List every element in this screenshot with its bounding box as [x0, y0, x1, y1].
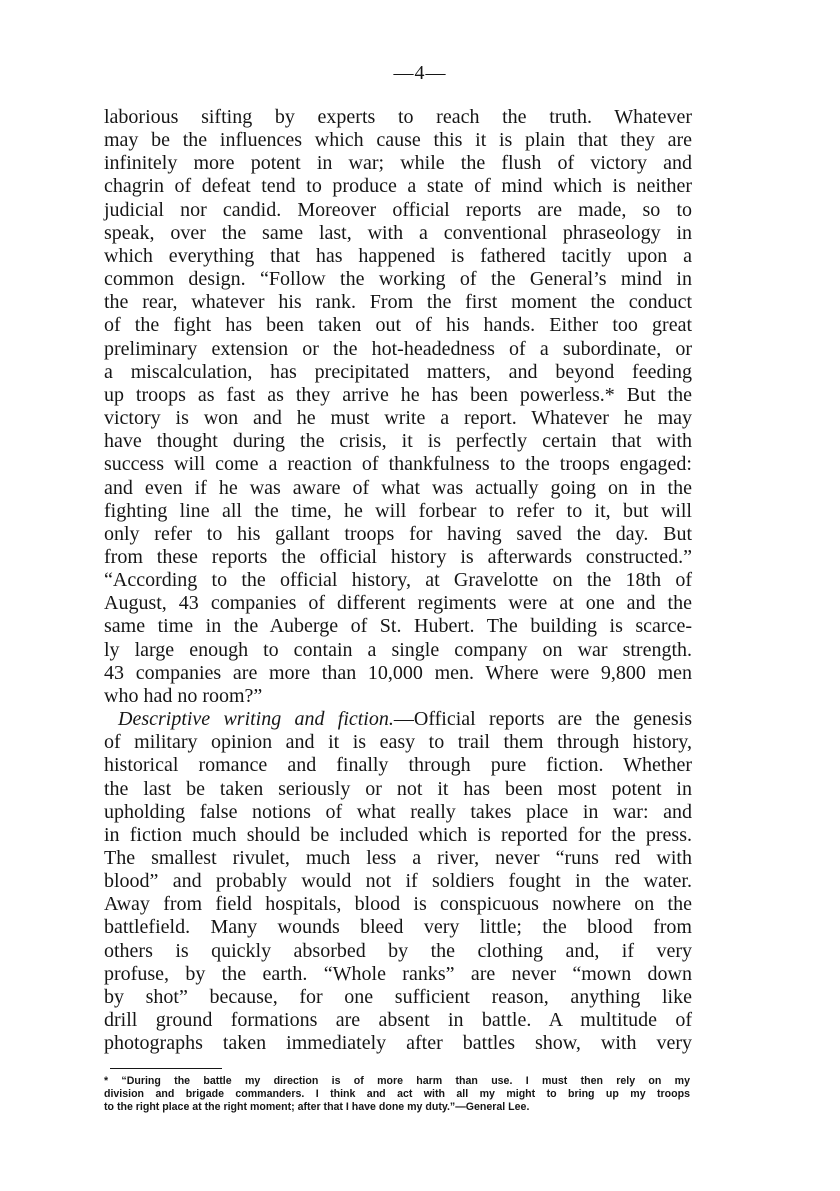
text-line: up troops as fast as they arrive he has been powerless.* But the [104, 383, 692, 406]
text-line: by shot” because, for one sufficient reason, anything like [104, 985, 692, 1008]
footnote-divider [110, 1068, 222, 1069]
footnote-line: division and brigade commanders. I think and act with all my might to bring up my troops [104, 1088, 690, 1100]
text-line: battlefield. Many wounds bleed very little; the blood from [104, 916, 692, 939]
text-line: blood” and probably would not if soldiers fought in the water. [104, 870, 692, 893]
text-line: of military opinion and it is easy to trail them through history, [104, 731, 692, 754]
run-in-heading-rest: —Official reports are the genesis [393, 708, 692, 731]
text-line: the last be taken seriously or not it has been most potent in [104, 777, 692, 800]
footnote-line: * “During the battle my direction is of more harm than use. I must then rely on my [104, 1075, 690, 1087]
text-line: photographs taken immediately after battles show, with very [104, 1032, 692, 1055]
body-text [104, 106, 692, 1055]
text-line: and even if he was aware of what was actually going on in the [104, 476, 692, 499]
text-line: fighting line all the time, he will forbear to refer to it, but will [104, 499, 692, 522]
text-line: may be the influences which cause this it is plain that they are [104, 129, 692, 152]
text-line: others is quickly absorbed by the clothing and, if very [104, 939, 692, 962]
text-line: judicial nor candid. Moreover official reports are made, so to [104, 198, 692, 221]
text-line: same time in the Auberge of St. Hubert. The building is scarce- [104, 615, 692, 638]
footnote [104, 1075, 690, 1114]
text-line [104, 708, 692, 731]
text-line: drill ground formations are absent in battle. A multitude of [104, 1009, 692, 1032]
text-line: upholding false notions of what really takes place in war: and [104, 800, 692, 823]
text-line: from these reports the official history is afterwards constructed.” [104, 545, 692, 568]
text-line: who had no room?” [104, 684, 263, 707]
text-line: Away from field hospitals, blood is conspicuous nowhere on the [104, 893, 692, 916]
run-in-heading: Descriptive writing and fiction. [118, 708, 394, 731]
text-line: August, 43 companies of different regiments were at one and the [104, 592, 692, 615]
footnote-line: to the right place at the right moment; after that I have done my duty.”—General Lee. [104, 1101, 530, 1113]
text-line: 43 companies are more than 10,000 men. Where were 9,800 men [104, 661, 692, 684]
text-line: of the fight has been taken out of his hands. Either too great [104, 314, 692, 337]
text-line: historical romance and finally through pure fiction. Whether [104, 754, 692, 777]
page-number: —4— [393, 62, 447, 84]
text-line: in fiction much should be included which is reported for the press. [104, 823, 692, 846]
text-line: ly large enough to contain a single company on war strength. [104, 638, 692, 661]
text-line: preliminary extension or the hot-headedness of a subordinate, or [104, 337, 692, 360]
text-line: the rear, whatever his rank. From the first moment the conduct [104, 291, 692, 314]
text-line: speak, over the same last, with a conventional phraseology in [104, 221, 692, 244]
text-line: a miscalculation, has precipitated matters, and beyond feeding [104, 360, 692, 383]
text-line: laborious sifting by experts to reach the truth. Whatever [104, 106, 692, 128]
paragraph-descriptive-writing [104, 708, 692, 1055]
text-line: “According to the official history, at Gravelotte on the 18th of [104, 569, 692, 592]
text-line: profuse, by the earth. “Whole ranks” are never “mown down [104, 962, 692, 985]
text-line: The smallest rivulet, much less a river, never “runs red with [104, 847, 692, 869]
text-line: victory is won and he must write a report. Whatever he may [104, 407, 692, 430]
text-line: success will come a reaction of thankfulness to the troops engaged: [104, 453, 692, 476]
text-line: common design. “Follow the working of the General’s mind in [104, 268, 692, 291]
text-line: which everything that has happened is fathered tacitly upon a [104, 244, 692, 267]
text-line: infinitely more potent in war; while the flush of victory and [104, 152, 692, 175]
text-line: chagrin of defeat tend to produce a state of mind which is neither [104, 175, 692, 198]
text-line: have thought during the crisis, it is perfectly certain that with [104, 430, 692, 453]
paragraph-continued [104, 106, 692, 708]
text-line: only refer to his gallant troops for having saved the day. But [104, 522, 692, 545]
